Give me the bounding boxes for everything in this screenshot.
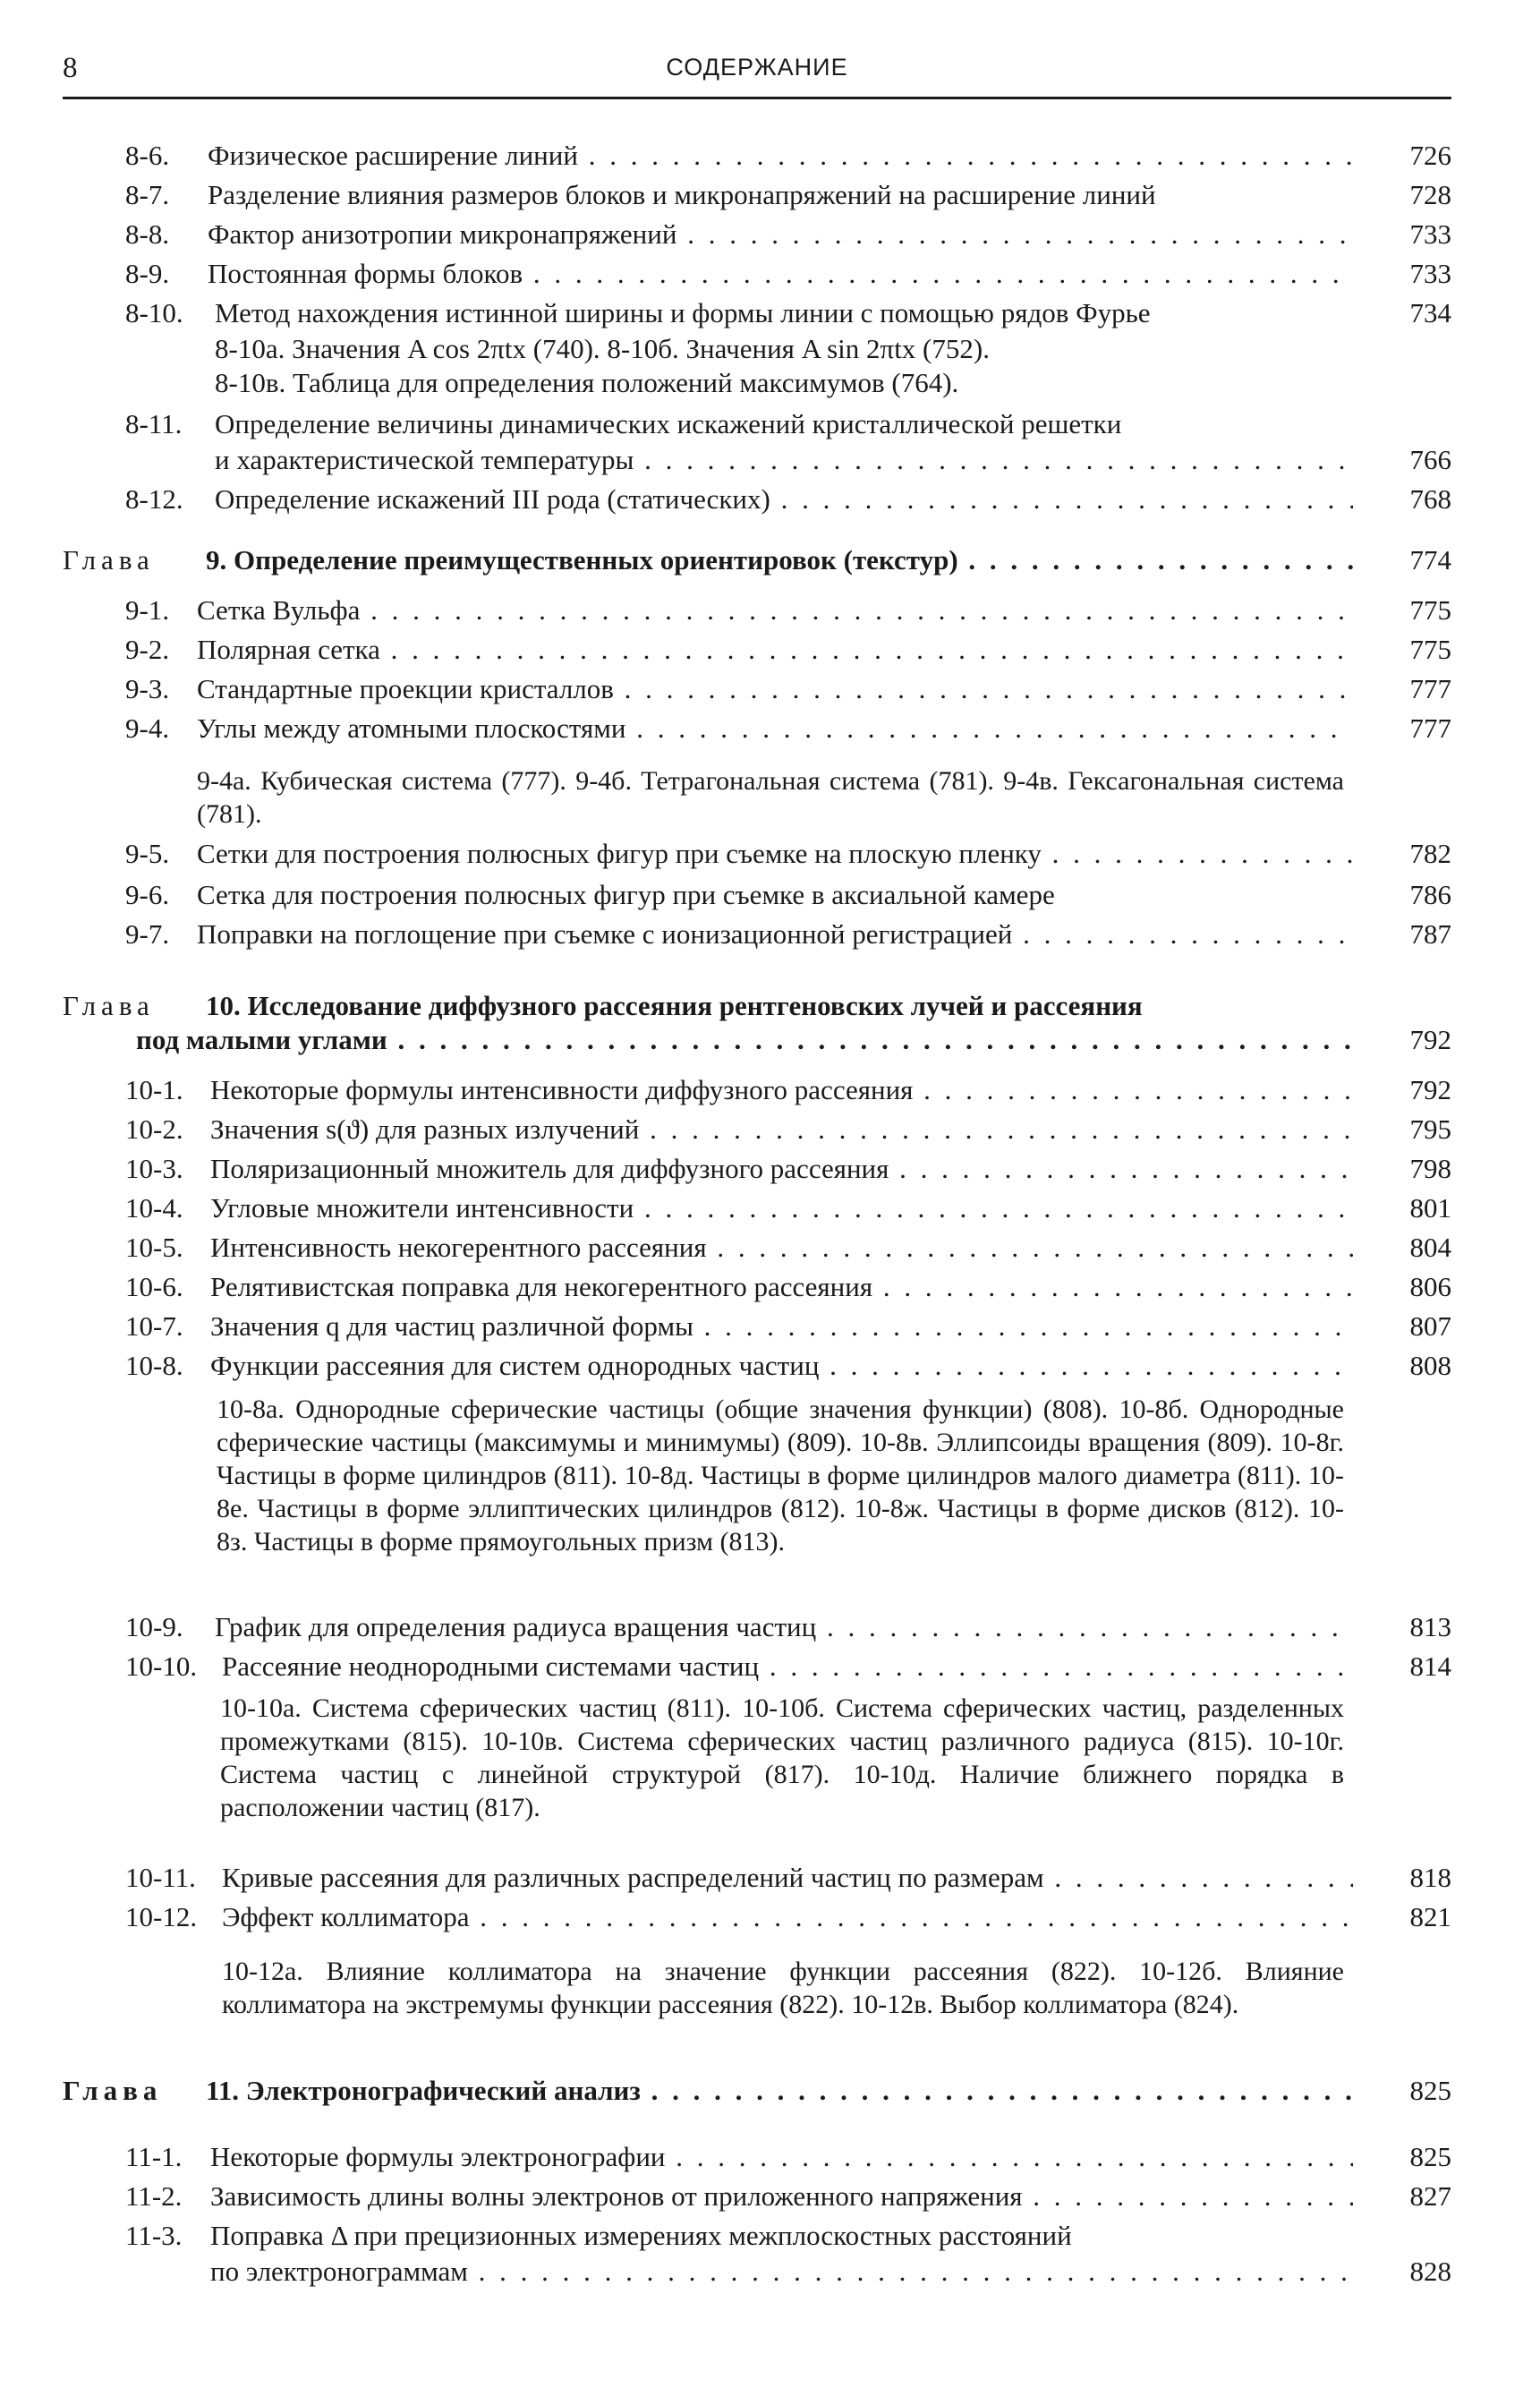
entry-number: 11-2. [125,2180,183,2212]
chapter-heading[interactable] [63,2071,1451,2111]
entry-page: 792 [1409,1074,1451,1105]
toc-entry[interactable] [125,1608,1451,1647]
entry-number: 8-8. [125,218,170,250]
entry-title: и характеристической температуры . . . [215,440,1353,480]
entry-title: Стандартные проекции кристаллов . . . [197,669,1353,709]
toc-entry[interactable] [125,630,1451,669]
entry-number: 9-3. [125,673,170,704]
entry-title: Разделение влияния размеров блоков и микронапряжений на расширение линий [208,179,1156,210]
entry-page: 827 [1409,2180,1451,2212]
toc-entry[interactable] [125,875,1451,915]
toc-entry[interactable] [125,175,1451,215]
entry-number: 11-1. [125,2141,183,2172]
toc-entry[interactable] [125,2216,1451,2256]
entry-page: 766 [1409,444,1451,475]
page-header [63,52,1451,97]
chapter-heading[interactable] [63,988,1451,1024]
entry-title: Поправки на поглощение при съемке с ионизационной регистрацией . . . [197,915,1353,954]
toc-entry[interactable] [125,405,1451,444]
entry-page: 734 [1409,297,1451,328]
entry-number: 10-2. [125,1113,183,1145]
chapter-heading[interactable] [63,541,1451,580]
chapter-page: 825 [1409,2075,1451,2106]
toc-entry[interactable] [125,1070,1451,1110]
entry-page: 821 [1409,1901,1451,1932]
entry-title: Некоторые формулы электронографии . . . [210,2137,1353,2177]
entry-title: Интенсивность некогерентного рассеяния . . . [210,1228,1353,1267]
entry-number: 9-7. [125,918,170,950]
entry-title: Определение величины динамических искажений кристаллической решетки [215,408,1122,439]
toc-entry[interactable] [125,709,1451,748]
entry-number: 10-1. [125,1074,183,1105]
page-number: 8 [63,52,78,84]
entry-title: Постоянная формы блоков . . . [208,254,1353,294]
chapter-label: Глава [63,544,155,576]
subentry-line: 8-10а. Значения A cos 2πtx (740). 8-10б. Значения A sin 2πtx (752). [215,333,990,364]
entry-page: 818 [1409,1862,1451,1893]
entry-page: 786 [1409,879,1451,910]
entry-title: Рассеяние неоднородными системами частиц . . . [222,1647,1353,1686]
entry-page: 814 [1409,1650,1451,1682]
toc-entry[interactable] [125,480,1451,519]
entry-page: 807 [1409,1310,1451,1342]
entry-page: 798 [1409,1153,1451,1184]
entry-number: 8-11. [125,408,183,439]
entry-title: Функции рассеяния для систем однородных частиц . . . [210,1346,1353,1386]
entry-page: 782 [1409,838,1451,869]
subentry-block: 10-8а. Однородные сферические частицы (общие значения функции) (808). 10-8б. Однородные сферические частицы (максимумы и минимумы) (809). 10-8в. Эллипсоиды вращения (809). 10-8г. Частицы в форме цилиндров (811). 10-8д. Частицы в форме цилиндров малого диаметра (811). 10-8е. Частицы в форме эллиптических цилиндров (812). 10-8ж. Частицы в форме дисков (812). 10-8з. Частицы в форме прямоугольных призм (813). [217,1394,1344,1556]
entry-number: 10-4. [125,1192,183,1224]
toc-entry[interactable] [125,2137,1451,2177]
toc-entry[interactable] [125,136,1451,175]
entry-title: Значения q для частиц различной формы . . . [210,1307,1353,1346]
entry-title: Кривые рассеяния для различных распределений частиц по размерам . . . [222,1858,1353,1898]
entry-title: Угловые множители интенсивности . . . [210,1189,1353,1228]
toc-entry-continued[interactable] [125,2252,1451,2291]
chapter-label: Глава [63,990,155,1021]
entry-title: Зависимость длины волны электронов от приложенного напряжения . . . [210,2177,1353,2216]
entry-page: 777 [1409,673,1451,704]
entry-title: Эффект коллиматора . . . [222,1898,1353,1937]
entry-title: Фактор анизотропии микронапряжений . . . [208,215,1353,254]
toc-entry[interactable] [125,2177,1451,2216]
toc-entry[interactable] [125,1267,1451,1307]
entry-page: 768 [1409,483,1451,515]
subentry-line: 8-10в. Таблица для определения положений максимумов (764). [215,367,959,398]
chapter-title-continued: под малыми углами . . . [136,1020,1353,1060]
entry-title: Углы между атомными плоскостями . . . [197,709,1353,748]
entry-page: 828 [1409,2256,1451,2287]
entry-title: Определение искажений III рода (статических) . . . [215,480,1353,519]
toc-entry[interactable] [125,1149,1451,1189]
entry-number: 8-9. [125,258,170,289]
entry-page: 808 [1409,1350,1451,1381]
toc-entry[interactable] [125,1346,1451,1386]
entry-number: 10-7. [125,1310,183,1342]
toc-entry[interactable] [125,294,1451,333]
chapter-heading-continued[interactable] [136,1020,1451,1060]
entry-title: Поляризационный множитель для диффузного рассеяния . . . [210,1149,1353,1189]
entry-title: Поправка Δ при прецизионных измерениях межплоскостных расстояний [210,2220,1072,2251]
entry-number: 10-12. [125,1901,198,1932]
toc-entry[interactable] [125,1228,1451,1267]
toc-entry[interactable] [125,254,1451,294]
toc-entry[interactable] [125,1307,1451,1346]
toc-entry[interactable] [125,215,1451,254]
chapter-label: Глава [63,2075,163,2106]
toc-entry[interactable] [125,1110,1451,1149]
entry-number: 10-9. [125,1611,183,1642]
entry-page: 728 [1409,179,1451,210]
entry-page: 777 [1409,712,1451,744]
entry-number: 8-12. [125,483,183,515]
entry-number: 8-6. [125,140,170,171]
entry-number: 9-2. [125,634,170,665]
entry-title: по электронограммам . . . [210,2252,1353,2291]
chapter-title: 9. Определение преимущественных ориентировок (текстур) . . . [206,541,1353,580]
entry-number: 9-4. [125,712,170,744]
entry-page: 804 [1409,1232,1451,1263]
entry-title: Значения s(ϑ) для разных излучений . . . [210,1110,1353,1149]
entry-page: 733 [1409,218,1451,250]
entry-title: Некоторые формулы интенсивности диффузного рассеяния . . . [210,1070,1353,1110]
toc-entry[interactable] [125,669,1451,709]
toc-entry[interactable] [125,834,1451,874]
entry-number: 9-6. [125,879,170,910]
toc-entry[interactable] [125,1898,1451,1937]
entry-number: 8-10. [125,297,183,328]
entry-page: 795 [1409,1113,1451,1145]
entry-title: Сетки для построения полюсных фигур при съемке на плоскую пленку . . . [197,834,1353,874]
toc-entry[interactable] [125,1647,1451,1686]
chapter-title: 10. Исследование диффузного рассеяния рентгеновских лучей и рассеяния [206,990,1143,1021]
entry-number: 10-5. [125,1232,183,1263]
entry-title: Полярная сетка . . . [197,630,1353,669]
entry-page: 733 [1409,258,1451,289]
entry-page: 775 [1409,594,1451,626]
entry-number: 10-3. [125,1153,183,1184]
toc-entry[interactable] [125,591,1451,630]
subentry-block: 10-12а. Влияние коллиматора на значение функции рассеяния (822). 10-12б. Влияние коллиматора на экстремумы функции рассеяния (822). 10-12в. Выбор коллиматора (824). [222,1957,1344,2019]
chapter-page: 792 [1409,1024,1451,1055]
entry-title: График для определения радиуса вращения частиц . . . [215,1608,1353,1647]
entry-number: 11-3. [125,2220,183,2251]
entry-page: 787 [1409,918,1451,950]
entry-number: 9-1. [125,594,170,626]
entry-page: 801 [1409,1192,1451,1224]
entry-page: 806 [1409,1271,1451,1302]
chapter-title: 11. Электронографический анализ . . . [206,2071,1353,2111]
toc-entry[interactable] [125,915,1451,954]
toc-entry-continued[interactable] [125,440,1451,480]
entry-page: 825 [1409,2141,1451,2172]
entry-title: Метод нахождения истинной ширины и формы линии с помощью рядов Фурье [215,297,1151,328]
running-title: СОДЕРЖАНИЕ [666,54,848,81]
chapter-page: 774 [1409,544,1451,576]
subentry-block: 9-4а. Кубическая система (777). 9-4б. Тетрагональная система (781). 9-4в. Гексагональная система (781). [197,766,1344,829]
entry-number: 10-11. [125,1862,196,1893]
subentry-block: 10-10а. Система сферических частиц (811). 10-10б. Система сферических частиц, разделенных промежутками (815). 10-10в. Система сферических частиц различного радиуса (815). 10-10г. Система частиц с линейной структурой (817). 10-10д. Наличие ближнего порядка в расположении частиц (817). [220,1693,1344,1822]
entry-page: 775 [1409,634,1451,665]
entry-number: 10-10. [125,1650,198,1682]
entry-title: Сетка для построения полюсных фигур при съемке в аксиальной камере [197,879,1055,910]
entry-number: 10-8. [125,1350,183,1381]
entry-title: Физическое расширение линий . . . [208,136,1353,175]
toc-entry[interactable] [125,1189,1451,1228]
header-rule [63,97,1451,99]
toc-entry[interactable] [125,1858,1451,1898]
entry-title: Сетка Вульфа . . . [197,591,1353,630]
entry-number: 8-7. [125,179,170,210]
entry-page: 726 [1409,140,1451,171]
entry-number: 10-6. [125,1271,183,1302]
entry-number: 9-5. [125,838,170,869]
entry-title: Релятивистская поправка для некогерентного рассеяния . . . [210,1267,1353,1307]
entry-page: 813 [1409,1611,1451,1642]
